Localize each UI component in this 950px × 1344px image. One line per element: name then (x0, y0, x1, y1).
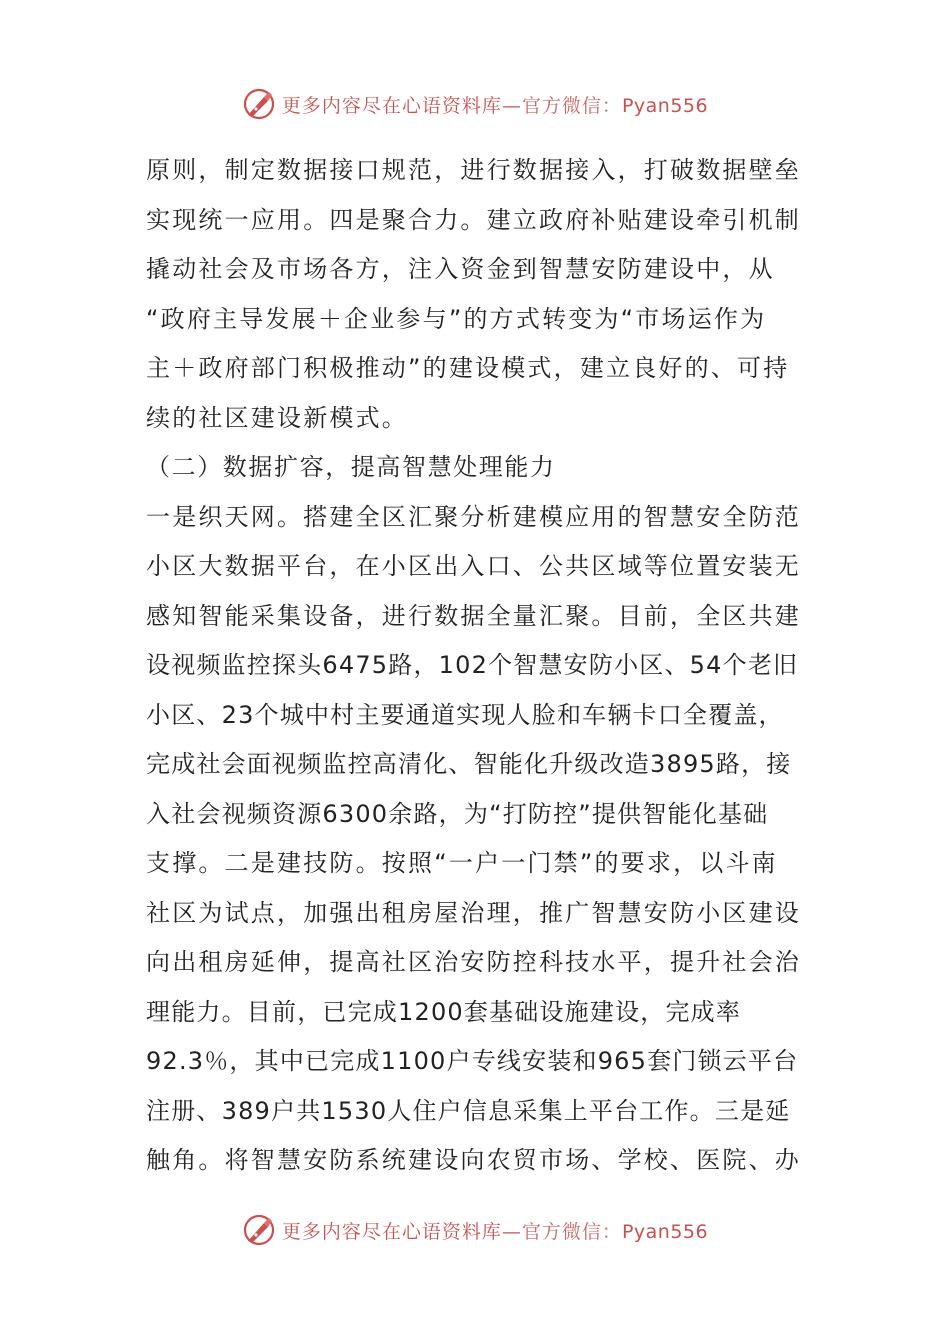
text-line: 小区大数据平台，在小区出入口、公共区域等位置安装无 (146, 552, 801, 580)
text-line: 实现统一应用。四是聚合力。建立政府补贴建设牵引机制 (146, 205, 801, 234)
text-line: 注册、389户共1530人住户信息采集上平台工作。三是延 (146, 1096, 791, 1125)
watermark-wechat-id: Pyan556 (621, 94, 709, 117)
text-line: 续的社区建设新模式。 (146, 403, 408, 432)
watermark-dash: — (501, 1220, 522, 1243)
watermark-text (282, 1217, 708, 1244)
text-line: 原则，制定数据接口规范，进行数据接入，打破数据壁垒 (146, 156, 801, 184)
watermark-brand: 更多内容尽在心语资料库 (281, 94, 502, 117)
watermark-text (282, 91, 708, 118)
text-line: 触角。将智慧安防系统建设向农贸市场、学校、医院、办 (146, 1146, 801, 1174)
section-heading: （二）数据扩容，提高智慧处理能力 (146, 453, 556, 481)
pen-nib-logo-icon (242, 1213, 276, 1247)
text-line: 设视频监控探头6475路，102个智慧安防小区、54个老旧 (146, 651, 799, 679)
text-line: “政府主导发展＋企业参与”的方式转变为“市场运作为 (146, 304, 767, 333)
text-line: 主＋政府部门积极推动”的建设模式，建立良好的、可持 (146, 354, 790, 382)
watermark-banner-bottom (0, 1210, 950, 1250)
text-line: 完成社会面视频监控高清化、智能化升级改造3895路，接 (146, 750, 792, 778)
pen-nib-logo-icon (242, 87, 276, 121)
watermark-wechat-id: Pyan556 (621, 1220, 709, 1243)
text-line: 一是织天网。搭建全区汇聚分析建模应用的智慧安全防范 (146, 502, 801, 531)
text-line: 感知智能采集设备，进行数据全量汇聚。目前，全区共建 (146, 601, 801, 630)
watermark-official-label: 官方微信： (521, 94, 622, 117)
text-line: 入社会视频资源6300余路，为“打防控”提供智能化基础 (146, 799, 769, 828)
watermark-brand: 更多内容尽在心语资料库 (281, 1220, 502, 1243)
text-line: 向出租房延伸，提高社区治安防控科技水平，提升社会治 (146, 948, 801, 976)
text-line: 撬动社会及市场各方，注入资金到智慧安防建设中，从 (146, 255, 775, 283)
text-line: 理能力。目前，已完成1200套基础设施建设，完成率 (146, 997, 742, 1026)
body-text (146, 146, 806, 1186)
text-line: 小区、23个城中村主要通道实现人脸和车辆卡口全覆盖， (146, 700, 784, 729)
text-line: 社区为试点，加强出租房屋治理，推广智慧安防小区建设 (146, 898, 801, 927)
watermark-dash: — (501, 94, 522, 117)
watermark-official-label: 官方微信： (521, 1220, 622, 1243)
text-line: 92.3％，其中已完成1100户专线安装和965套门锁云平台 (146, 1047, 799, 1075)
text-line: 支撑。二是建技防。按照“一户一门禁”的要求，以斗南 (146, 849, 778, 877)
watermark-banner-top (0, 84, 950, 124)
